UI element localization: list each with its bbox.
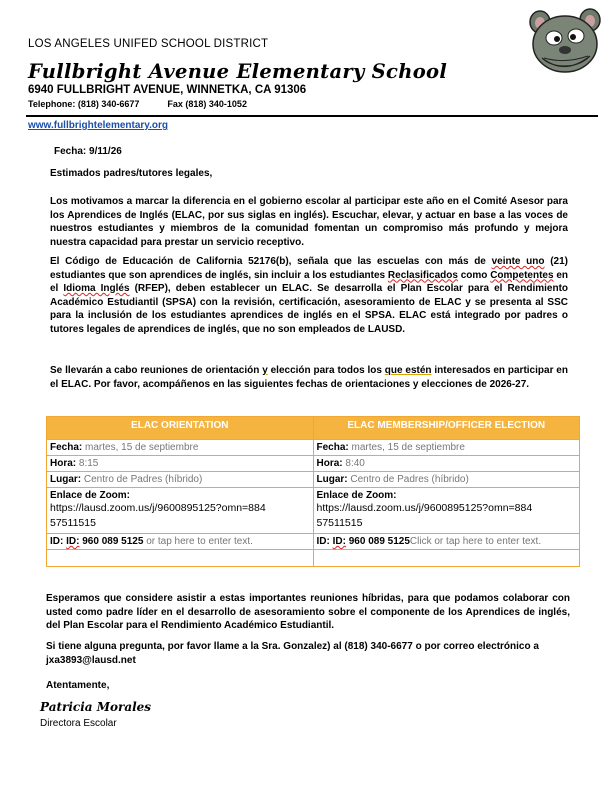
district-name: LOS ANGELES UNIFED SCHOOL DISTRICT <box>28 38 269 50</box>
signature: Patricia Morales <box>40 700 152 714</box>
field-label: ID: <box>66 536 80 547</box>
election-hora <box>313 456 580 472</box>
field-label: Enlace de Zoom: <box>316 490 397 501</box>
field-label: Hora: <box>316 458 343 469</box>
text-run: Idioma Inglés <box>63 283 130 294</box>
election-id <box>313 534 580 550</box>
field-label: Lugar: <box>50 474 82 485</box>
orientation-id <box>47 534 314 550</box>
empty-cell <box>47 550 314 567</box>
paragraph-elac-motivation: Los motivamos a marcar la diferencia en el gobierno escolar al participar este año en el Comité Asesor para los Aprendices de Inglés (ELAC, por sus siglas en inglés). Escuchar, elevar, y actuar en base a las voces de nuestros estudiantes y miembros de la comunidad fomentan un compromiso más profundo y mejora nuestra capacidad para prestar un servicio receptivo. <box>50 196 568 248</box>
election-header: ELAC MEMBERSHIP/OFFICER ELECTION <box>313 417 580 440</box>
meeting-schedule-table <box>46 416 580 567</box>
empty-cell <box>313 550 580 567</box>
signer-title: Directora Escolar <box>40 718 117 729</box>
paragraph-meetings <box>50 364 568 391</box>
text-run: Se llevarán a cabo reuniones de orientación <box>50 365 263 376</box>
field-label: Fecha: <box>50 442 83 453</box>
table-row <box>47 550 580 567</box>
field-label: ID: <box>50 536 64 547</box>
text-run: veinte uno <box>491 256 545 267</box>
date-field[interactable]: martes, 15 de septiembre <box>351 442 465 453</box>
field-label: Fecha: <box>316 442 349 453</box>
time-field[interactable]: 8:40 <box>345 458 365 469</box>
text-run: como <box>457 269 491 281</box>
text-run: El Código de Educación de California 52176(b), señala que las escuelas con más de <box>50 256 492 267</box>
text-run: que estén <box>384 365 432 376</box>
table-row <box>47 472 580 488</box>
text-run: Competentes <box>490 269 554 281</box>
text-run: Reclasificados <box>387 269 458 281</box>
field-label: ID: <box>316 536 330 547</box>
zoom-link[interactable] <box>50 501 310 531</box>
field-label: ID: <box>332 536 346 547</box>
website-link[interactable]: www.fullbrightelementary.org <box>28 120 169 131</box>
election-fecha <box>313 440 580 456</box>
text-run: en el <box>50 269 568 294</box>
contact-numbers <box>28 99 247 109</box>
table-header-row <box>47 417 580 440</box>
election-lugar <box>313 472 580 488</box>
zoom-link-line: https://lausd.zoom.us/j/9600895125?omn=884 <box>50 502 266 514</box>
telephone: Telephone: (818) 340-6677 <box>28 99 140 109</box>
table-row <box>47 488 580 534</box>
field-label: Lugar: <box>316 474 348 485</box>
letter-date: Fecha: 9/11/26 <box>54 146 122 157</box>
text-run: (21) estudiantes que son aprendices de inglés, sin incluir a los estudiantes <box>50 256 568 281</box>
table-row <box>47 534 580 550</box>
table-row <box>47 440 580 456</box>
text-run: interesados en participar en el ELAC. Por favor, acompáñenos en las siguientes fechas de orientaciones y elecciones de 2026-27. <box>50 365 568 390</box>
paragraph-invitation: Esperamos que considere asistir a estas importantes reuniones híbridas, para que podamos colaborar con usted como padre líder en el desarrollo de asesoramiento sobre el componente de los Aprendices de inglés, del Plan Escolar para el Rendimiento Académico Estudiantil. <box>46 593 570 631</box>
orientation-header: ELAC ORIENTATION <box>47 417 314 440</box>
zoom-link[interactable] <box>317 501 577 531</box>
panther-mascot-logo <box>520 6 610 78</box>
table-row <box>47 456 580 472</box>
orientation-hora <box>47 456 314 472</box>
header-divider <box>26 115 598 117</box>
placeholder-text[interactable]: or tap here to enter text. <box>143 536 253 547</box>
location-field[interactable]: Centro de Padres (híbrido) <box>83 474 203 485</box>
text-run: (RFEP), deben establecer un ELAC. Se desarrolla el Plan Escolar para el Rendimiento Académico Estudiantil (SPSA) con la revisión, certificación, asesoramiento de ELAC y se presenta al SSC para la inclusión de los estudiantes aprendices de inglés en el SPSA. ELAC está integrado por padres o tutores legales de aprendices de inglés, que no son empleados de LAUSD. <box>50 283 569 335</box>
school-address: 6940 FULLBRIGHT AVENUE, WINNETKA, CA 91306 <box>28 84 307 96</box>
fax: Fax (818) 340-1052 <box>167 99 247 109</box>
paragraph-education-code <box>50 255 568 336</box>
orientation-fecha <box>47 440 314 456</box>
salutation: Estimados padres/tutores legales, <box>50 168 213 179</box>
text-run: y <box>262 365 268 376</box>
zoom-link-line: 57511515 <box>50 517 96 529</box>
election-zoom <box>313 488 580 534</box>
text-run: elección para todos los <box>267 365 385 376</box>
orientation-lugar <box>47 472 314 488</box>
placeholder-text[interactable]: Click or tap here to enter text. <box>409 536 542 547</box>
meeting-id: 960 089 5125 <box>82 536 144 547</box>
closing: Atentamente, <box>46 680 110 691</box>
zoom-link-line: 57511515 <box>316 517 363 529</box>
field-label: Enlace de Zoom: <box>50 490 131 501</box>
meeting-id: 960 089 5125 <box>348 536 410 547</box>
field-label: Hora: <box>50 458 77 469</box>
date-field[interactable]: martes, 15 de septiembre <box>85 442 199 453</box>
time-field[interactable]: 8:15 <box>78 458 99 469</box>
paragraph-contact: Si tiene alguna pregunta, por favor llame a la Sra. Gonzalez) al (818) 340-6677 o por correo electrónico a jxa3893@lausd.net <box>46 641 539 666</box>
location-field[interactable]: Centro de Padres (híbrido) <box>350 474 469 485</box>
orientation-zoom <box>47 488 314 534</box>
school-name: Fullbright Avenue Elementary School <box>28 60 448 83</box>
zoom-link-line: https://lausd.zoom.us/j/9600895125?omn=884 <box>316 502 533 514</box>
